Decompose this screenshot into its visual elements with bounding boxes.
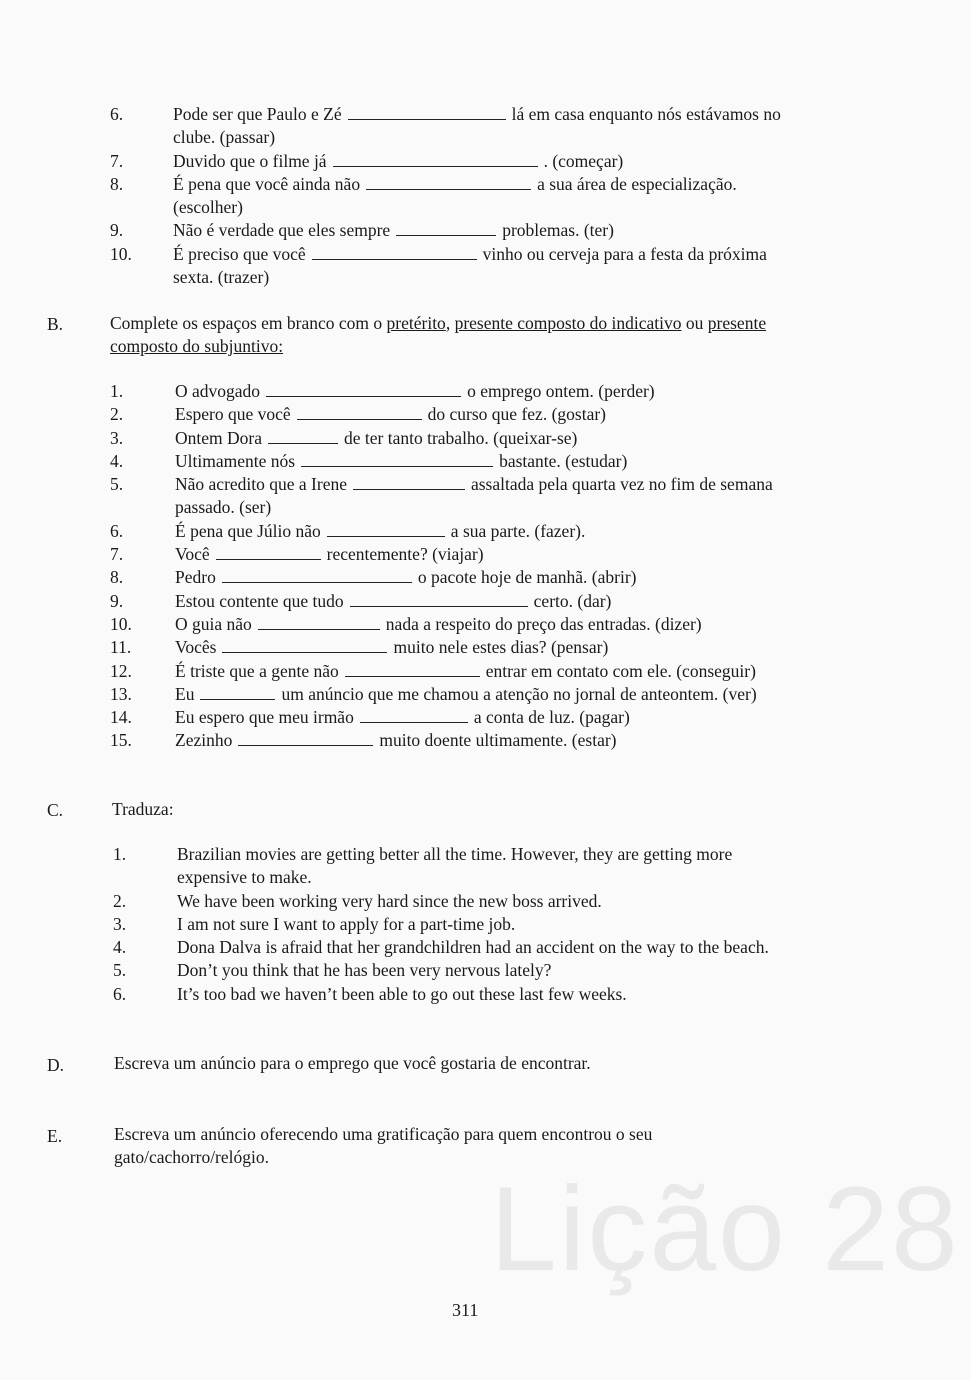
translation-item bbox=[0, 959, 971, 982]
item-prefix: Pode ser que Paulo e Zé bbox=[173, 104, 342, 124]
item-number: 5. bbox=[110, 474, 124, 495]
translation-item bbox=[0, 913, 971, 936]
exercise-item bbox=[0, 427, 971, 450]
item-suffix: o pacote hoje de manhã. (abrir) bbox=[417, 567, 637, 588]
translation-item bbox=[0, 890, 971, 913]
item-text bbox=[175, 683, 757, 706]
item-number: 11. bbox=[110, 637, 132, 658]
item-text: Dona Dalva is afraid that her grandchildren had an accident on the way to the beach. bbox=[177, 937, 769, 958]
item-suffix: o emprego ontem. (perder) bbox=[467, 381, 655, 401]
item-text bbox=[175, 450, 627, 473]
translation-item bbox=[0, 843, 971, 866]
item-number: 7. bbox=[110, 544, 124, 565]
exercise-item bbox=[0, 103, 971, 126]
fill-in-blank[interactable] bbox=[360, 708, 468, 723]
item-text bbox=[175, 520, 585, 543]
item-number: 14. bbox=[110, 707, 132, 728]
item-suffix: muito doente ultimamente. (estar) bbox=[379, 730, 617, 751]
item-number: 2. bbox=[113, 890, 127, 911]
fill-in-blank[interactable] bbox=[222, 638, 387, 653]
item-suffix: entrar em contato com ele. (conseguir) bbox=[485, 660, 756, 681]
section-b-sep: , bbox=[445, 313, 455, 333]
item-number: 10. bbox=[110, 243, 132, 264]
section-e-line-1: Escreva um anúncio oferecendo uma gratificação para quem encontrou o seu bbox=[114, 1124, 653, 1144]
item-number: 13. bbox=[110, 683, 132, 704]
item-continuation bbox=[0, 496, 971, 519]
item-text bbox=[175, 473, 773, 496]
fill-in-blank[interactable] bbox=[353, 475, 465, 490]
fill-in-blank[interactable] bbox=[297, 405, 422, 420]
section-c-heading: Traduza: bbox=[112, 799, 174, 819]
item-prefix: Duvido que o filme já bbox=[173, 150, 327, 171]
item-text bbox=[175, 706, 630, 729]
item-suffix: assaltada pela quarta vez no fim de semana bbox=[470, 474, 773, 495]
item-prefix: Eu bbox=[175, 683, 195, 704]
item-text: It’s too bad we haven’t been able to go out these last few weeks. bbox=[177, 983, 627, 1004]
item-number: 3. bbox=[110, 427, 124, 448]
item-prefix: O advogado bbox=[175, 381, 261, 401]
item-number: 4. bbox=[113, 937, 127, 958]
item-text: We have been working very hard since the new boss arrived. bbox=[177, 890, 602, 911]
item-number: 15. bbox=[110, 730, 132, 751]
exercise-item bbox=[0, 520, 971, 543]
exercise-item bbox=[0, 173, 971, 196]
item-text bbox=[173, 243, 767, 266]
section-c-letter: C. bbox=[47, 800, 64, 820]
item-suffix: problemas. (ter) bbox=[502, 220, 614, 241]
item-text bbox=[175, 543, 484, 566]
item-number: 6. bbox=[110, 520, 124, 541]
item-suffix: recentemente? (viajar) bbox=[326, 544, 484, 565]
item-suffix: a conta de luz. (pagar) bbox=[473, 707, 630, 728]
item-suffix: do curso que fez. (gostar) bbox=[427, 404, 606, 425]
item-prefix: Eu espero que meu irmão bbox=[175, 707, 354, 728]
item-continuation bbox=[0, 866, 971, 889]
item-suffix: certo. (dar) bbox=[533, 590, 612, 611]
item-text bbox=[173, 219, 614, 242]
item-suffix: . (começar) bbox=[543, 150, 624, 171]
section-d-text: Escreva um anúncio para o emprego que você gostaria de encontrar. bbox=[114, 1053, 591, 1073]
item-number: 7. bbox=[110, 150, 124, 171]
fill-in-blank[interactable] bbox=[238, 731, 373, 746]
item-continuation bbox=[0, 126, 971, 149]
exercise-item bbox=[0, 729, 971, 752]
exercise-item bbox=[0, 219, 971, 242]
exercise-item bbox=[0, 543, 971, 566]
item-suffix: lá em casa enquanto nós estávamos no bbox=[511, 104, 781, 124]
fill-in-blank[interactable] bbox=[333, 152, 538, 167]
exercise-item bbox=[0, 243, 971, 266]
item-prefix: O guia não bbox=[175, 613, 252, 634]
item-prefix: Não acredito que a Irene bbox=[175, 474, 347, 495]
fill-in-blank[interactable] bbox=[348, 105, 506, 120]
item-number: 10. bbox=[110, 613, 132, 634]
section-b-preterito: pretérito bbox=[386, 313, 446, 333]
item-number: 4. bbox=[110, 450, 124, 471]
fill-in-blank[interactable] bbox=[216, 545, 321, 560]
exercise-item bbox=[0, 636, 971, 659]
item-suffix: um anúncio que me chamou a atenção no jornal de anteontem. (ver) bbox=[281, 683, 757, 704]
item-suffix: vinho ou cerveja para a festa da próxima bbox=[482, 243, 767, 264]
item-continuation bbox=[0, 196, 971, 219]
item-continuation-text: sexta. (trazer) bbox=[173, 267, 270, 288]
exercise-item bbox=[0, 380, 971, 403]
item-prefix: Ontem Dora bbox=[175, 427, 262, 448]
exercise-item bbox=[0, 566, 971, 589]
item-prefix: Vocês bbox=[175, 637, 217, 658]
section-b-presente-composto-indicativo: presente composto do indicativo bbox=[454, 313, 682, 333]
item-suffix: a sua área de especialização. bbox=[537, 173, 737, 194]
item-suffix: a sua parte. (fazer). bbox=[450, 520, 586, 541]
section-e-letter: E. bbox=[47, 1126, 63, 1146]
item-prefix: É preciso que você bbox=[173, 243, 306, 264]
item-number: 6. bbox=[110, 104, 124, 124]
item-text bbox=[175, 613, 702, 636]
item-prefix: Estou contente que tudo bbox=[175, 590, 344, 611]
section-b-presente: presente bbox=[707, 313, 767, 333]
item-number: 12. bbox=[110, 660, 132, 681]
item-number: 8. bbox=[110, 173, 124, 194]
item-continuation-text: clube. (passar) bbox=[173, 127, 276, 148]
item-number: 5. bbox=[113, 960, 127, 981]
section-b-intro: Complete os espaços em branco com o bbox=[110, 313, 387, 333]
section-d-letter: D. bbox=[47, 1055, 65, 1075]
section-b-ou: ou bbox=[681, 313, 708, 333]
fill-in-blank[interactable] bbox=[200, 685, 275, 700]
fill-in-blank[interactable] bbox=[266, 382, 461, 397]
page-number: 311 bbox=[452, 1300, 479, 1320]
section-c-translation-list bbox=[0, 843, 971, 1006]
fill-in-blank[interactable] bbox=[301, 452, 493, 467]
item-number: 1. bbox=[110, 381, 124, 401]
fill-in-blank[interactable] bbox=[312, 245, 477, 260]
section-e-line-2: gato/cachorro/relógio. bbox=[114, 1147, 270, 1168]
translation-item bbox=[0, 983, 971, 1006]
exercise-item bbox=[0, 660, 971, 683]
fill-in-blank[interactable] bbox=[345, 662, 480, 677]
item-text bbox=[175, 380, 655, 403]
fill-in-blank[interactable] bbox=[396, 221, 496, 236]
item-continuation-text: passado. (ser) bbox=[175, 497, 272, 518]
section-b-exercise-list bbox=[0, 380, 971, 753]
exercise-item bbox=[0, 403, 971, 426]
section-b-instructions bbox=[110, 312, 880, 359]
item-text bbox=[175, 590, 611, 613]
item-text: Brazilian movies are getting better all the time. However, they are getting more bbox=[177, 844, 733, 864]
fill-in-blank[interactable] bbox=[258, 615, 380, 630]
item-text bbox=[175, 729, 617, 752]
item-number: 2. bbox=[110, 404, 124, 425]
exercise-item bbox=[0, 150, 971, 173]
item-number: 3. bbox=[113, 913, 127, 934]
fill-in-blank[interactable] bbox=[350, 592, 528, 607]
item-text bbox=[175, 636, 608, 659]
item-continuation-text: expensive to make. bbox=[177, 867, 312, 888]
exercise-item bbox=[0, 450, 971, 473]
item-text: Don’t you think that he has been very nervous lately? bbox=[177, 960, 552, 981]
item-prefix: Você bbox=[175, 544, 210, 565]
item-suffix: nada a respeito do preço das entradas. (dizer) bbox=[385, 613, 702, 634]
top-exercise-list bbox=[0, 103, 971, 289]
fill-in-blank[interactable] bbox=[222, 568, 412, 583]
section-e-text bbox=[114, 1123, 652, 1170]
item-suffix: de ter tanto trabalho. (queixar-se) bbox=[344, 427, 578, 448]
item-suffix: bastante. (estudar) bbox=[499, 450, 628, 471]
item-continuation bbox=[0, 266, 971, 289]
item-text: I am not sure I want to apply for a part-time job. bbox=[177, 913, 516, 934]
exercise-item bbox=[0, 590, 971, 613]
translation-item bbox=[0, 936, 971, 959]
item-text bbox=[173, 173, 737, 196]
item-text bbox=[173, 150, 623, 173]
section-b-composto-subjuntivo: composto do subjuntivo: bbox=[110, 336, 284, 357]
item-text bbox=[175, 427, 577, 450]
item-prefix: Não é verdade que eles sempre bbox=[173, 220, 391, 241]
item-prefix: Espero que você bbox=[175, 404, 291, 425]
item-number: 9. bbox=[110, 590, 124, 611]
exercise-item bbox=[0, 683, 971, 706]
item-prefix: É pena que Júlio não bbox=[175, 520, 321, 541]
item-prefix: Zezinho bbox=[175, 730, 233, 751]
item-text bbox=[173, 103, 781, 126]
section-b-letter: B. bbox=[47, 314, 64, 334]
fill-in-blank[interactable] bbox=[366, 175, 531, 190]
item-prefix: É pena que você ainda não bbox=[173, 173, 361, 194]
item-prefix: É triste que a gente não bbox=[175, 660, 339, 681]
item-text bbox=[175, 566, 636, 589]
item-text bbox=[175, 660, 756, 683]
item-number: 8. bbox=[110, 567, 124, 588]
fill-in-blank[interactable] bbox=[268, 429, 338, 444]
fill-in-blank[interactable] bbox=[327, 522, 445, 537]
item-continuation-text: (escolher) bbox=[173, 197, 243, 218]
item-number: 1. bbox=[113, 844, 127, 864]
item-number: 6. bbox=[113, 983, 127, 1004]
item-prefix: Ultimamente nós bbox=[175, 450, 296, 471]
item-text bbox=[175, 403, 606, 426]
item-prefix: Pedro bbox=[175, 567, 216, 588]
exercise-item bbox=[0, 473, 971, 496]
exercise-item bbox=[0, 706, 971, 729]
item-number: 9. bbox=[110, 220, 124, 241]
lesson-watermark: Lição 28 bbox=[490, 1162, 960, 1296]
exercise-item bbox=[0, 613, 971, 636]
item-suffix: muito nele estes dias? (pensar) bbox=[393, 637, 609, 658]
